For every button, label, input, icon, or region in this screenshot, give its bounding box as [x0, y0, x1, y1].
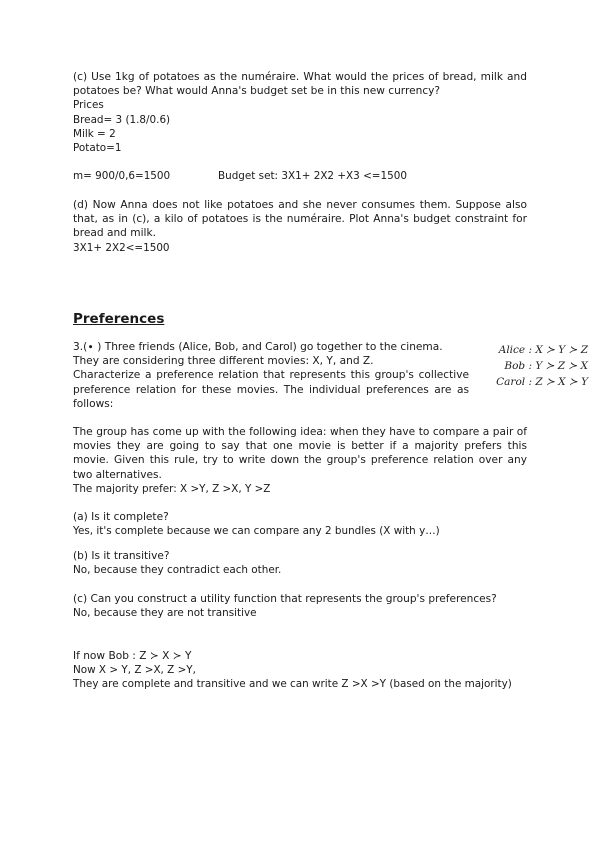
bob-change-section: [73, 649, 527, 692]
individual-preferences: [478, 342, 588, 390]
question-b: (b) Is it transitive?: [73, 550, 170, 562]
pref-bob: Bob : Y ≻ Z ≻ X: [504, 360, 588, 372]
question-c: (c) Can you construct a utility function that represents the group's preferences?: [73, 593, 497, 605]
group-rule-section: [73, 425, 527, 496]
answer-b: No, because they contradict each other.: [73, 564, 282, 577]
part-d-section: [73, 198, 527, 255]
qa-c: [73, 592, 527, 620]
question-a: (a) Is it complete?: [73, 511, 169, 523]
budget-set: Budget set: 3X1+ 2X2 +X3 <=1500: [218, 170, 407, 183]
section-title: Preferences: [73, 311, 165, 327]
q3-intro-line1: 3.(∙ ) Three friends (Alice, Bob, and Carol) go together to the cinema.: [73, 341, 443, 353]
pref-alice: Alice : X ≻ Y ≻ Z: [498, 344, 588, 356]
bob-change-line3: They are complete and transitive and we can write Z >X >Y (based on the majority): [73, 678, 512, 691]
bob-change-line2: Now X > Y, Z >X, Z >Y,: [73, 664, 196, 677]
majority-preference: The majority prefer: X >Y, Z >X, Y >Z: [73, 482, 271, 495]
qa-a: [73, 510, 527, 538]
prices-label: Prices: [73, 99, 104, 112]
potato-price: Potato=1: [73, 142, 122, 155]
pref-carol: Carol : Z ≻ X ≻ Y: [496, 376, 588, 388]
part-d-answer: 3X1+ 2X2<=1500: [73, 241, 170, 254]
q3-intro: [73, 340, 473, 411]
answer-c: No, because they are not transitive: [73, 607, 257, 620]
m-value: m= 900/0,6=1500: [73, 170, 171, 183]
bread-price: Bread= 3 (1.8/0.6): [73, 113, 171, 126]
answer-a: Yes, it's complete because we can compare any 2 bundles (X with y…): [73, 525, 440, 538]
part-c-section: [73, 70, 527, 183]
bob-change-line1: If now Bob : Z ≻ X ≻ Y: [73, 650, 192, 662]
qa-b: [73, 549, 527, 577]
milk-price: Milk = 2: [73, 127, 116, 140]
q3-intro-line2: They are considering three different movies: X, Y, and Z.: [73, 355, 374, 368]
part-d-question: (d) Now Anna does not like potatoes and she never consumes them. Suppose also that, as in (c), a kilo of potatoes is the numéraire. Plot Anna's budget constraint for bread and milk.: [73, 199, 527, 240]
part-c-question: (c) Use 1kg of potatoes as the numéraire. What would the prices of bread, milk and potatoes be? What would Anna's budget set be in this new currency?: [73, 71, 527, 98]
group-rule: The group has come up with the following idea: when they have to compare a pair of movies they are going to say that one movie is better if a majority prefers this movie. Given this rule, try to write down the group's preference relation over any two alternatives.: [73, 426, 527, 481]
q3-intro-rest: Characterize a preference relation that represents this group's collective preference relation for these movies. The individual preferences are as follows:: [73, 369, 469, 410]
